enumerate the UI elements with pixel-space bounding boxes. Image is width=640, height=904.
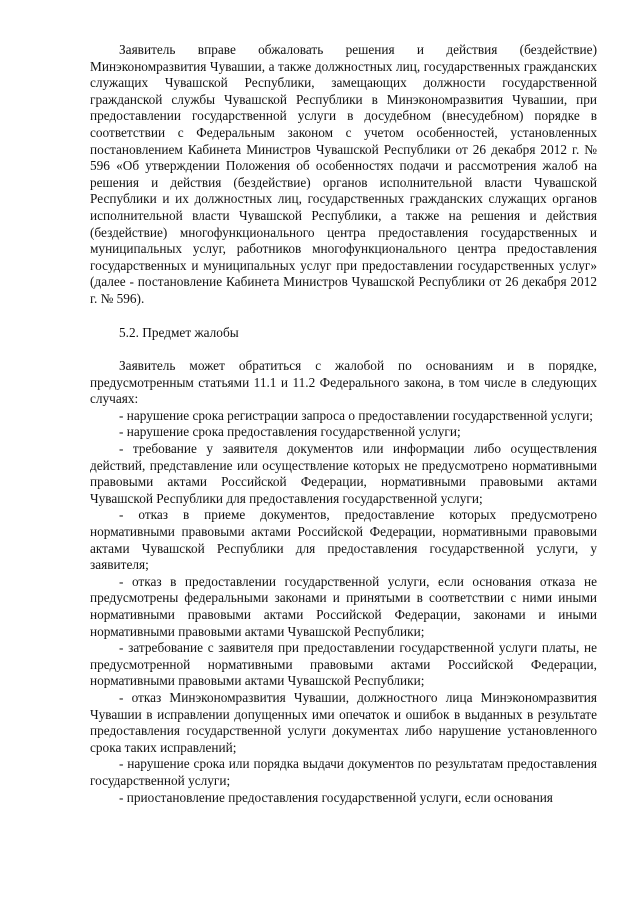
list-item: - требование у заявителя документов или информации либо осуществления действий, представление или осуществление которых не предусмотрено нормативными правовыми актами Российской Федерации, нормативными правовыми актами Чувашской Республики для предоставления государственной услуги; — [90, 441, 597, 506]
list-item: - приостановление предоставления государственной услуги, если основания — [119, 789, 553, 805]
spacer — [90, 341, 597, 358]
list-item: - отказ Минэкономразвития Чувашии, должностного лица Минэкономразвития Чувашии в исправлении допущенных ими опечаток и ошибок в выданных в результате предоставления государственной услуги документах либо нарушение установленного срока таких исправлений; — [90, 689, 597, 755]
list-item: - отказ в приеме документов, предоставление которых предусмотрено нормативными правовыми актами Российской Федерации, нормативными правовыми актами Чувашской Республики для предоставления государственной услуги, у заявителя; — [90, 507, 597, 573]
list-item: - нарушение срока или порядка выдачи документов по результатам предоставления государственной услуги; — [90, 756, 597, 788]
document-page — [90, 42, 597, 806]
list-item: - нарушение срока предоставления государственной услуги; — [119, 424, 461, 440]
cases-list — [90, 408, 597, 806]
paragraph-intro: Заявитель может обратиться с жалобой по основаниям и в порядке, предусмотренным статьями 11.1 и 11.2 Федерального закона, в том числе в следующих случаях: — [90, 358, 597, 407]
list-item: - нарушение срока регистрации запроса о предоставлении государственной услуги; — [119, 407, 593, 423]
paragraph-appeal-right: Заявитель вправе обжаловать решения и действия (бездействие) Минэкономразвития Чувашии, а также должностных лиц, государственных гражданских служащих Чувашской Республики, замещающих должности государственной гражданской службы Чувашской Республики в Минэкономразвития Чувашии, при предоставлении государственной услуги в досудебном (внесудебном) порядке в соответствии с Федеральным законом с учетом особенностей, установленных постановлением Кабинета Министров Чувашской Республики от 26 декабря 2012 г. № 596 «Об утверждении Положения об особенностях подачи и рассмотрения жалоб на решения и действия (бездействие) органов исполнительной власти Чувашской Республики и их должностных лиц, государственных гражданских служащих органов исполнительной власти Чувашской Республики, а также на решения и действия (бездействие) многофункционального центра предоставления государственных и муниципальных услуг, работников многофункционального центра предоставления государственных и муниципальных услуг при предоставлении государственных услуг» (далее - постановление Кабинета Министров Чувашской Республики от 26 декабря 2012 г. № 596). — [90, 42, 597, 306]
list-item: - затребование с заявителя при предоставлении государственной услуги платы, не предусмотренной нормативными правовыми актами Российской Федерации, нормативными правовыми актами Чувашской Республики; — [90, 640, 597, 689]
spacer — [90, 308, 597, 325]
list-item: - отказ в предоставлении государственной услуги, если основания отказа не предусмотрены федеральными законами и принятыми в соответствии с ними иными нормативными правовыми актами Российской Федерации, законами и иными нормативными правовыми актами Чувашской Республики; — [90, 573, 597, 639]
section-heading: 5.2. Предмет жалобы — [119, 324, 239, 340]
